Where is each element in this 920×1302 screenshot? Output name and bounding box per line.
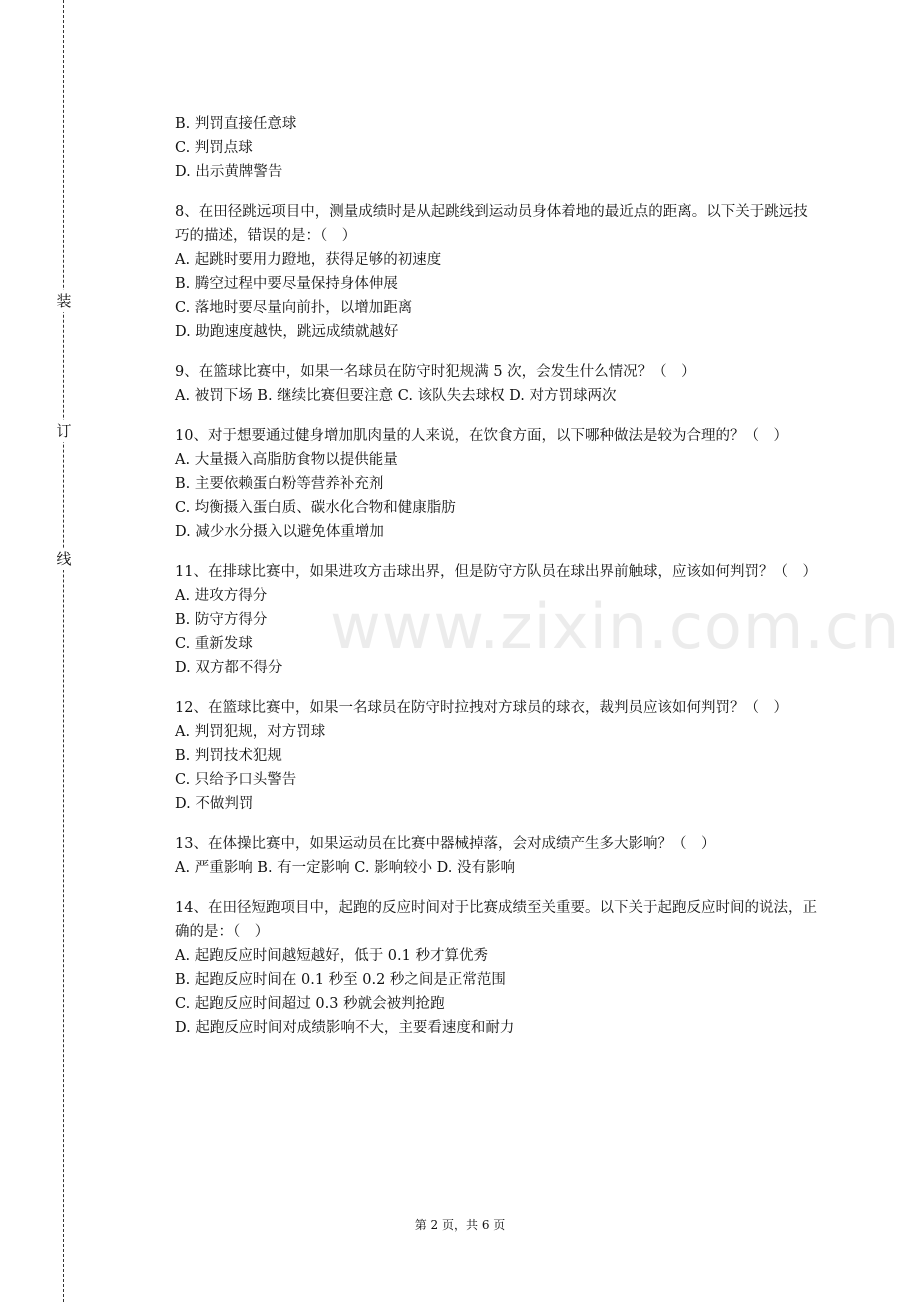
option-line: C. 落地时要尽量向前扑，以增加距离 <box>175 300 413 316</box>
question-stem: 14、在田径短跑项目中，起跑的反应时间对于比赛成绩至关重要。以下关于起跑反应时间的说法，正确的是：（ ） <box>175 900 817 940</box>
option-line: A. 判罚犯规，对方罚球 <box>175 724 326 740</box>
option-line: A. 进攻方得分 <box>175 588 268 604</box>
question-13 <box>175 832 820 880</box>
option-line: A. 大量摄入高脂肪食物以提供能量 <box>175 452 398 468</box>
option-line: C. 判罚点球 <box>175 140 253 156</box>
option-line: D. 起跑反应时间对成绩影响不大，主要看速度和耐力 <box>175 1020 515 1036</box>
question-stem: 12、在篮球比赛中，如果一名球员在防守时拉拽对方球员的球衣，裁判员应该如何判罚？（ ） <box>175 700 788 716</box>
option-line: A. 起跑反应时间越短越好，低于 0.1 秒才算优秀 <box>175 948 488 964</box>
previous-question-options <box>175 112 820 184</box>
question-stem: 13、在体操比赛中，如果运动员在比赛中器械掉落，会对成绩产生多大影响？（ ） <box>175 836 716 852</box>
option-line: D. 减少水分摄入以避免体重增加 <box>175 524 384 540</box>
option-line: C. 起跑反应时间超过 0.3 秒就会被判抢跑 <box>175 996 445 1012</box>
question-stem: 10、对于想要通过健身增加肌肉量的人来说，在饮食方面，以下哪种做法是较为合理的？（ ） <box>175 428 788 444</box>
question-stem: 8、在田径跳远项目中，测量成绩时是从起跳线到运动员身体着地的最近点的距离。以下关于跳远技巧的描述，错误的是：（ ） <box>175 204 808 244</box>
binding-char-zhuang: 装 <box>54 290 74 312</box>
binding-char-ding: 订 <box>54 420 74 442</box>
option-line: A. 起跳时要用力蹬地，获得足够的初速度 <box>175 252 442 268</box>
binding-dashed-line <box>63 0 64 1302</box>
option-line: C. 只给予口头警告 <box>175 772 297 788</box>
exam-content <box>175 112 820 1040</box>
question-stem: 11、在排球比赛中，如果进攻方击球出界，但是防守方队员在球出界前触球，应该如何判罚？（ ） <box>175 564 817 580</box>
question-12 <box>175 696 820 816</box>
option-line: D. 助跑速度越快，跳远成绩就越好 <box>175 324 399 340</box>
option-line: B. 腾空过程中要尽量保持身体伸展 <box>175 276 398 292</box>
option-line: B. 判罚直接任意球 <box>175 116 297 132</box>
question-11 <box>175 560 820 680</box>
option-line: B. 主要依赖蛋白粉等营养补充剂 <box>175 476 384 492</box>
option-line: B. 防守方得分 <box>175 612 268 628</box>
binding-char-xian: 线 <box>54 548 74 570</box>
page-number-footer: 第 2 页，共 6 页 <box>414 1218 506 1232</box>
question-8 <box>175 200 820 344</box>
option-line: D. 双方都不得分 <box>175 660 283 676</box>
option-line: C. 重新发球 <box>175 636 253 652</box>
watermark: www.zixin.com.cn <box>330 590 901 663</box>
option-line: B. 判罚技术犯规 <box>175 748 282 764</box>
option-line: D. 出示黄牌警告 <box>175 164 283 180</box>
option-line: B. 起跑反应时间在 0.1 秒至 0.2 秒之间是正常范围 <box>175 972 506 988</box>
question-9 <box>175 360 820 408</box>
option-line: C. 均衡摄入蛋白质、碳水化合物和健康脂肪 <box>175 500 456 516</box>
option-line: A. 被罚下场 B. 继续比赛但要注意 C. 该队失去球权 D. 对方罚球两次 <box>175 388 617 404</box>
question-14 <box>175 896 820 1040</box>
question-stem: 9、在篮球比赛中，如果一名球员在防守时犯规满 5 次，会发生什么情况？（ ） <box>175 364 696 380</box>
question-10 <box>175 424 820 544</box>
option-line: A. 严重影响 B. 有一定影响 C. 影响较小 D. 没有影响 <box>175 860 516 876</box>
option-line: D. 不做判罚 <box>175 796 254 812</box>
